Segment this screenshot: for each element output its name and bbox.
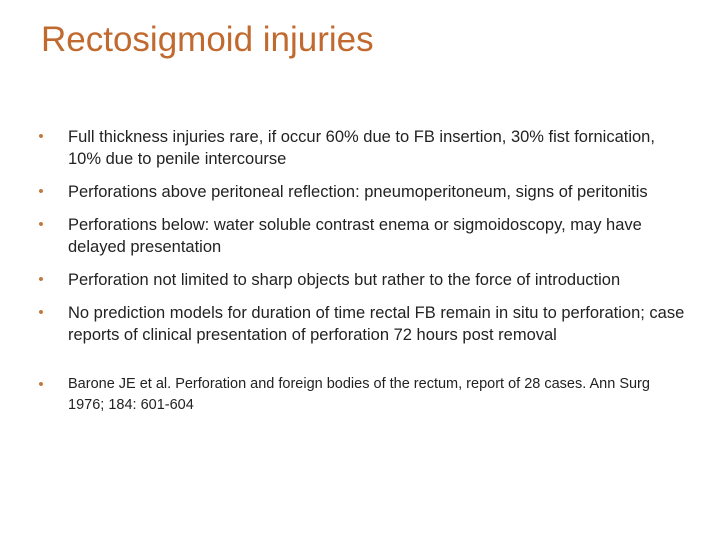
bullet-text: Perforations above peritoneal reflection: pneumoperitoneum, signs of peritonitis [68, 183, 648, 201]
bullet-text: No prediction models for duration of time rectal FB remain in situ to perforation; case reports of clinical presentation of perforation 72 hours post removal [68, 304, 685, 344]
bullet-dot-icon: • [38, 271, 44, 288]
bullet-item [36, 126, 686, 170]
bullet-dot-icon: • [38, 183, 44, 200]
bullet-list [36, 126, 686, 416]
bullet-dot-icon: • [38, 216, 44, 233]
bullet-item [36, 302, 686, 346]
reference-text: Barone JE et al. Perforation and foreign bodies of the rectum, report of 28 cases. Ann Surg 1976; 184: 601-604 [68, 376, 650, 413]
bullet-text: Perforations below: water soluble contrast enema or sigmoidoscopy, may have delayed presentation [68, 216, 642, 256]
bullet-dot-icon: • [38, 128, 44, 145]
bullet-text: Full thickness injuries rare, if occur 60% due to FB insertion, 30% fist fornication, 10% due to penile intercourse [68, 128, 655, 168]
bullet-item [36, 269, 686, 291]
bullet-text: Perforation not limited to sharp objects but rather to the force of introduction [68, 271, 621, 289]
reference-item [36, 374, 686, 416]
slide-title: Rectosigmoid injuries [41, 20, 374, 59]
bullet-item [36, 214, 686, 258]
bullet-dot-icon: • [38, 376, 44, 393]
bullet-item [36, 181, 686, 203]
bullet-dot-icon: • [38, 304, 44, 321]
